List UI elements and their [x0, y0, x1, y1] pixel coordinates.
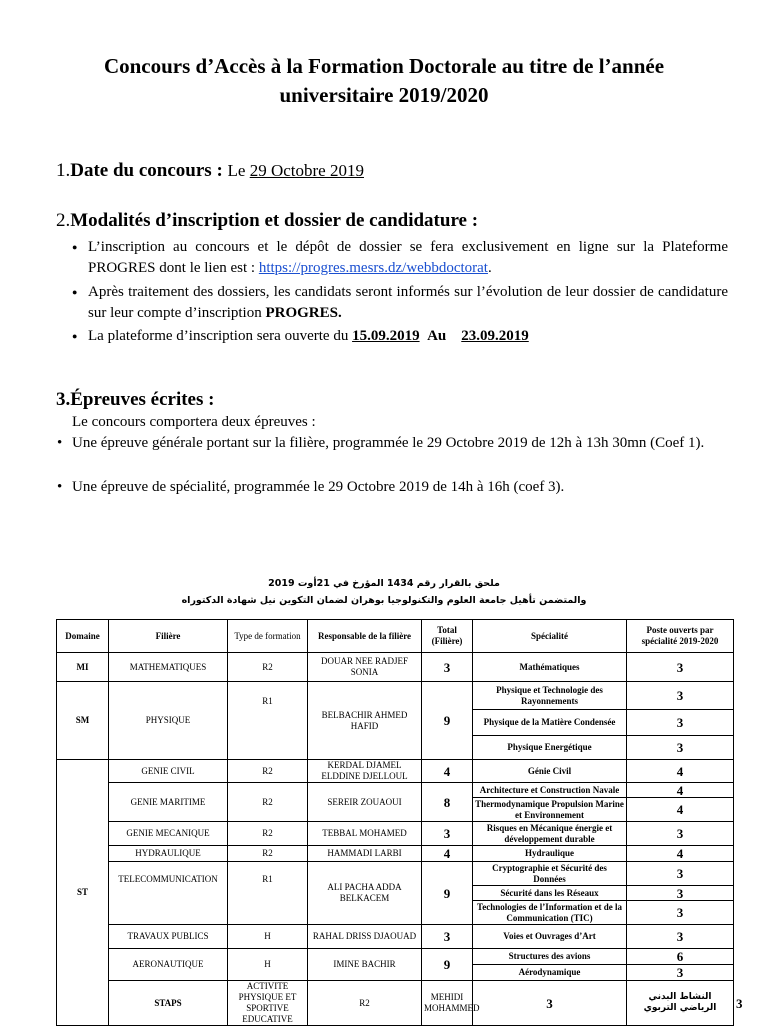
table-row: [57, 949, 734, 965]
cell-specialite: Génie Civil: [473, 760, 627, 783]
table-row: [57, 846, 734, 862]
cell-domaine: ST: [57, 760, 109, 1026]
header-responsable: Responsable de la filière: [308, 620, 422, 653]
cell-postes: 4: [627, 760, 734, 783]
cell-domaine: SM: [57, 682, 109, 760]
section-heading: Modalités d’inscription et dossier de candidature :: [70, 210, 479, 231]
cell-specialite: Thermodynamique Propulsion Marine et Environnement: [473, 798, 627, 822]
bullet-text: L’inscription au concours et le dépôt de dossier se fera exclusivement en ligne sur la Plateforme PROGRES dont le lien est :: [88, 239, 728, 276]
table-row: [57, 925, 734, 949]
cell-responsable: ALI PACHA ADDA BELKACEM: [308, 862, 422, 925]
table-row: [57, 653, 734, 682]
cell-type: R2: [228, 760, 308, 783]
cell-responsable: MEHIDI MOHAMMED: [422, 981, 473, 1026]
header-specialite: Spécialité: [473, 620, 627, 653]
cell-filiere: TRAVAUX PUBLICS: [109, 925, 228, 949]
bullet-epreuve-specialite: • Une épreuve de spécialité, programmée le 29 Octobre 2019 de 14h à 16h (coef 3).: [72, 477, 728, 498]
cell-specialite: Architecture et Construction Navale: [473, 783, 627, 798]
bullet-traitement: [88, 282, 728, 324]
cell-total: 3: [422, 822, 473, 846]
cell-specialite: Voies et Ouvrages d’Art: [473, 925, 627, 949]
cell-filiere: GENIE MECANIQUE: [109, 822, 228, 846]
cell-responsable: SEREIR ZOUAOUI: [308, 783, 422, 822]
header-domaine: Domaine: [57, 620, 109, 653]
cell-type: R1: [228, 682, 308, 760]
section-heading: Épreuves écrites :: [70, 389, 215, 410]
cell-specialite: Sécurité dans les Réseaux: [473, 886, 627, 901]
table-row: STAPS ACTIVITE PHYSIQUE ET SPORTIVE EDUCATIVE R2 MEHIDI MOHAMMED 3 النشاط البدني الرياضي التربوي 3: [57, 981, 734, 1026]
table-row: [57, 822, 734, 846]
table-row: [57, 760, 734, 783]
cell-responsable: HAMMADI LARBI: [308, 846, 422, 862]
cell-postes: 4: [627, 783, 734, 798]
cell-domaine: STAPS: [109, 981, 228, 1026]
cell-specialite: Cryptographie et Sécurité des Données: [473, 862, 627, 886]
cell-postes: 3: [627, 736, 734, 760]
cell-postes: 3: [627, 925, 734, 949]
cell-total: 4: [422, 846, 473, 862]
section-epreuves: [56, 389, 214, 411]
cell-specialite: النشاط البدني الرياضي التربوي: [627, 981, 734, 1026]
bullet-epreuve-generale: • Une épreuve générale portant sur la filière, programmée le 29 Octobre 2019 de 12h à 13h 30mn (Coef 1).: [72, 433, 728, 454]
cell-filiere: TELECOMMUNICATION: [109, 862, 228, 925]
arabic-annex-line-2: والمتضمن تأهيل جامعة العلوم والتكنولوجيا بوهران لضمان التكوين نيل شهادة الدكتوراه: [181, 595, 587, 606]
cell-specialite: Physique et Technologie des Rayonnements: [473, 682, 627, 710]
cell-filiere: ACTIVITE PHYSIQUE ET SPORTIVE EDUCATIVE: [228, 981, 308, 1026]
section-modalites: [56, 210, 478, 232]
section-number: 1.: [56, 160, 71, 181]
cell-type: R1: [228, 862, 308, 925]
cell-type: H: [228, 925, 308, 949]
bullet-end: .: [487, 260, 492, 276]
cell-postes: 4: [627, 798, 734, 822]
cell-specialite: Technologies de l’Information et de la Communication (TIC): [473, 901, 627, 925]
cell-filiere: AERONAUTIQUE: [109, 949, 228, 981]
cell-responsable: IMINE BACHIR: [308, 949, 422, 981]
open-date: 15.09.2019: [352, 328, 420, 344]
cell-postes: 3: [627, 901, 734, 925]
cell-postes: 3: [627, 965, 734, 981]
cell-postes: 3: [627, 682, 734, 710]
cell-specialite: Physique de la Matière Condensée: [473, 710, 627, 736]
cell-filiere: GENIE MARITIME: [109, 783, 228, 822]
cell-postes: 3: [627, 862, 734, 886]
cell-responsable: KERDAL DJAMEL ELDDINE DJELLOUL: [308, 760, 422, 783]
cell-postes: 3: [627, 710, 734, 736]
cell-filiere: GENIE CIVIL: [109, 760, 228, 783]
table-header-row: [57, 620, 734, 653]
section-date: [56, 160, 364, 182]
cell-filiere: HYDRAULIQUE: [109, 846, 228, 862]
header-filiere: Filière: [109, 620, 228, 653]
cell-total: 9: [422, 949, 473, 981]
close-date: 23.09.2019: [461, 328, 529, 344]
document-title: [40, 52, 728, 110]
cell-type: R2: [228, 783, 308, 822]
bullet-text: Après traitement des dossiers, les candidats seront informés sur l’évolution de leur dossier de candidature sur leur compte d’inscription: [88, 284, 728, 321]
bullet-text: La plateforme d’inscription sera ouverte du: [88, 328, 353, 344]
cell-total: 3: [473, 981, 627, 1026]
cell-responsable: RAHAL DRISS DJAOUAD: [308, 925, 422, 949]
cell-total: 8: [422, 783, 473, 822]
cell-responsable: BELBACHIR AHMED HAFID: [308, 682, 422, 760]
title-line-2: universitaire 2019/2020: [279, 83, 489, 107]
au-label: Au: [427, 328, 447, 344]
cell-domaine: MI: [57, 653, 109, 682]
table-row: [57, 682, 734, 710]
cell-postes: 4: [627, 846, 734, 862]
cell-total: 9: [422, 862, 473, 925]
cell-specialite: Physique Energétique: [473, 736, 627, 760]
progres-bold: PROGRES.: [265, 305, 342, 321]
positions-table: [56, 619, 743, 1026]
cell-type: R2: [228, 822, 308, 846]
header-total: Total (Filière): [422, 620, 473, 653]
bullet-plateforme: [88, 326, 728, 347]
cell-filiere: MATHEMATIQUES: [109, 653, 228, 682]
bullet-inscription: [88, 237, 728, 279]
progres-link[interactable]: https://progres.mesrs.dz/webbdoctorat: [258, 260, 488, 276]
header-type: Type de formation: [228, 620, 308, 653]
section-number: 2.: [56, 210, 71, 231]
table-row: [57, 783, 734, 798]
cell-postes: 3: [627, 653, 734, 682]
cell-specialite: Structures des avions: [473, 949, 627, 965]
cell-specialite: Risques en Mécanique énergie et développement durable: [473, 822, 627, 846]
header-postes: Poste ouverts par spécialité 2019-2020: [627, 620, 734, 653]
cell-specialite: Aérodynamique: [473, 965, 627, 981]
date-prefix: Le: [227, 161, 250, 180]
epreuves-intro: Le concours comportera deux épreuves :: [72, 414, 316, 430]
cell-specialite: Mathématiques: [473, 653, 627, 682]
cell-total: 3: [422, 653, 473, 682]
cell-type: R2: [228, 846, 308, 862]
cell-type: R2: [228, 653, 308, 682]
cell-responsable: TEBBAL MOHAMED: [308, 822, 422, 846]
title-line-1: Concours d’Accès à la Formation Doctorale au titre de l’année: [103, 54, 665, 78]
cell-postes: 3: [627, 822, 734, 846]
cell-type: H: [228, 949, 308, 981]
cell-responsable: DOUAR NEE RADJEF SONIA: [308, 653, 422, 682]
cell-specialite: Hydraulique: [473, 846, 627, 862]
table-row: [57, 862, 734, 886]
section-number: 3.: [56, 389, 71, 410]
section-heading: Date du concours :: [70, 160, 223, 181]
contest-date: 29 Octobre 2019: [249, 161, 364, 180]
cell-postes: 3: [627, 886, 734, 901]
cell-total: 4: [422, 760, 473, 783]
cell-type: R2: [308, 981, 422, 1026]
arabic-annex-line-1: ملحق بالقرار رقم 1434 المؤرخ في 21أوت 2019: [268, 578, 500, 589]
cell-postes: 6: [627, 949, 734, 965]
cell-filiere: PHYSIQUE: [109, 682, 228, 760]
cell-total: 3: [422, 925, 473, 949]
cell-total: 9: [422, 682, 473, 760]
